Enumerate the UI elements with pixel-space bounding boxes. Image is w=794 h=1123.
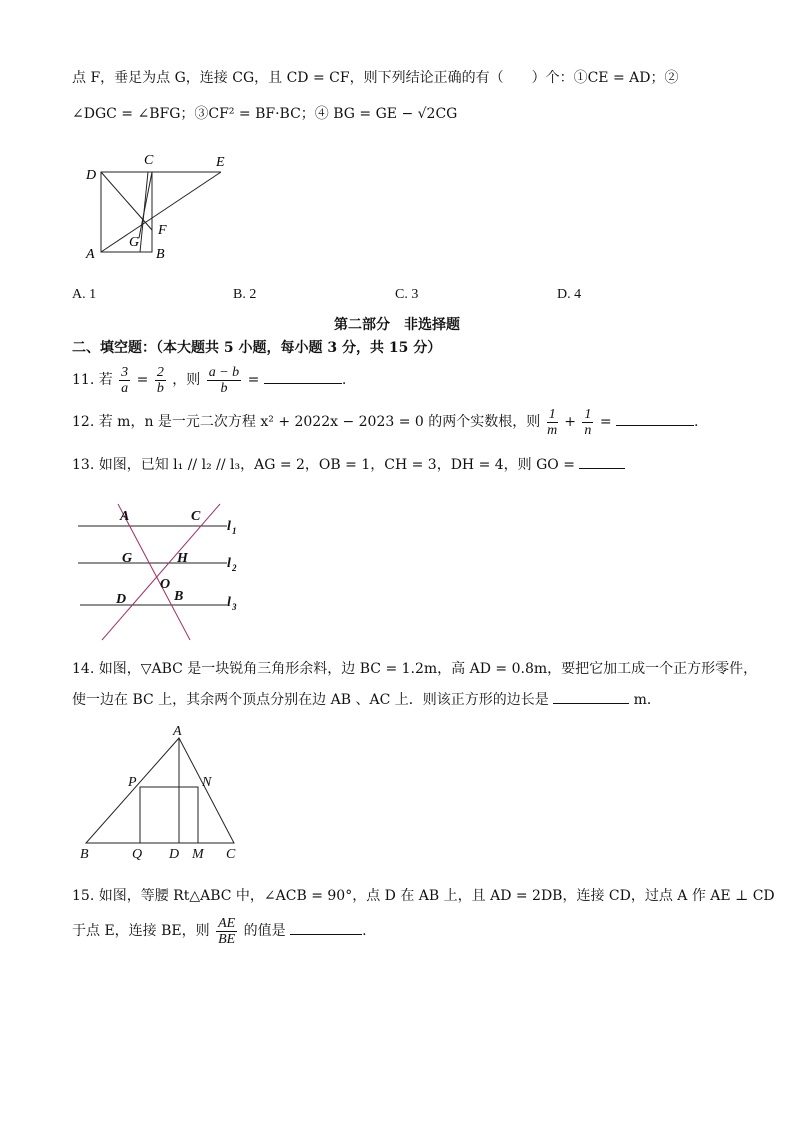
- q11-num: 11. 若: [72, 372, 113, 388]
- q13-label-l3-sub: 3: [232, 602, 237, 612]
- q15-line1: 15. 如图，等腰 Rt△ABC 中，∠ACB = 90°，点 D 在 AB 上，且 AD = 2DB，连接 CD，过点 A 作 AE ⊥ CD: [72, 888, 775, 904]
- q13-figure: [72, 496, 252, 646]
- q12-plus: +: [564, 414, 576, 430]
- q13-label-l2: l: [227, 556, 231, 571]
- q13-label-l3: l: [227, 595, 231, 610]
- q13-label-b: B: [174, 589, 184, 604]
- q10-figure: [80, 148, 240, 268]
- q13-text: 13. 如图，已知 l₁ // l₂ // l₃，AG = 2，OB = 1，CH = 3，DH = 4，则 GO =: [72, 457, 575, 473]
- q14-figure: [72, 726, 252, 866]
- q14-unit: m．: [633, 692, 661, 708]
- q13-label-l1-sub: 1: [232, 526, 237, 536]
- q13-label-l1: l: [227, 519, 231, 534]
- q15-line2-wrap: [72, 912, 367, 950]
- q13: [72, 454, 625, 475]
- q12-text: 12. 若 m，n 是一元二次方程 x² + 2022x − 2023 = 0 的两个实数根，则: [72, 414, 541, 430]
- q14-label-q: Q: [132, 847, 143, 862]
- q10-label-c: C: [144, 153, 154, 168]
- q10-label-a: A: [86, 247, 95, 262]
- q14-line1: 14. 如图，▽ABC 是一块锐角三角形余料，边 BC = 1.2m，高 AD = 0.8m，要把它加工成一个正方形零件，: [72, 661, 758, 677]
- q10-text-line1: 点 F，垂足为点 G，连接 CG，且 CD = CF，则下列结论正确的有（ ）个：①CE = AD；②: [72, 70, 679, 86]
- q12-frac2: $\frac{1}{n}$: [584, 406, 592, 438]
- q14-label-d: D: [169, 847, 180, 862]
- q15-line2a: 于点 E，连接 BE，则: [72, 923, 210, 939]
- q14-label-p: P: [128, 775, 137, 790]
- q15-end: .: [362, 923, 367, 939]
- q12-tail: =: [599, 414, 612, 430]
- q13-label-g: G: [122, 551, 133, 566]
- q13-label-c: C: [191, 509, 201, 524]
- q12: [72, 404, 698, 440]
- q15-line2b: 的值是: [243, 923, 286, 939]
- q14-label-m: M: [192, 847, 204, 862]
- q14-label-c: C: [226, 847, 236, 862]
- q11-frac2: $\frac{2}{b}$: [156, 364, 164, 396]
- choice-c[interactable]: C. 3: [395, 287, 419, 302]
- q13-answer-blank[interactable]: [579, 454, 625, 469]
- section2-heading: 二、填空题：（本大题共 5 小题，每小题 3 分，共 15 分）: [72, 340, 442, 356]
- q14-line2: 使一边在 BC 上，其余两个顶点分别在边 AB 、AC 上．则该正方形的边长是: [72, 692, 549, 708]
- q13-label-a: A: [120, 509, 130, 524]
- q14-label-b: B: [80, 847, 89, 862]
- choice-a[interactable]: A. 1: [72, 287, 97, 302]
- q15-frac: $\frac{AE}{BE}$: [218, 915, 236, 947]
- q11-mid: ，则: [172, 372, 201, 388]
- q11-eq: =: [136, 372, 149, 388]
- q14-label-n: N: [202, 775, 212, 790]
- q13-label-o: O: [160, 577, 171, 592]
- choice-b[interactable]: B. 2: [233, 287, 257, 302]
- q12-end: .: [694, 414, 699, 430]
- q15-answer-blank[interactable]: [290, 920, 362, 935]
- q12-frac1: $\frac{1}{m}$: [547, 406, 558, 438]
- q10-label-d: D: [86, 168, 97, 183]
- q11-tail: =: [247, 372, 260, 388]
- part2-title: 第二部分 非选择题: [334, 317, 460, 333]
- q14-label-a: A: [173, 726, 182, 739]
- q13-label-h: H: [177, 551, 188, 566]
- q10-label-g: G: [129, 235, 140, 250]
- q11-frac3: $\frac{a - b}{b}$: [208, 364, 240, 396]
- q11: [72, 362, 346, 398]
- q11-frac1: $\frac{3}{a}$: [121, 364, 129, 396]
- q13-label-d: D: [116, 592, 127, 607]
- q14-answer-blank[interactable]: [553, 689, 629, 704]
- choice-d[interactable]: D. 4: [557, 287, 582, 302]
- q10-label-f: F: [158, 223, 167, 238]
- q11-answer-blank[interactable]: [264, 369, 342, 384]
- q12-answer-blank[interactable]: [616, 411, 694, 426]
- q11-end: .: [341, 372, 347, 388]
- q10-label-b: B: [156, 247, 165, 262]
- q14-line2-wrap: [72, 689, 661, 710]
- q10-text-line2: ∠DGC = ∠BFG；③CF² = BF·BC；④ BG = GE − √2CG: [72, 106, 458, 122]
- q13-label-l2-sub: 2: [232, 563, 237, 573]
- q10-label-e: E: [216, 155, 225, 170]
